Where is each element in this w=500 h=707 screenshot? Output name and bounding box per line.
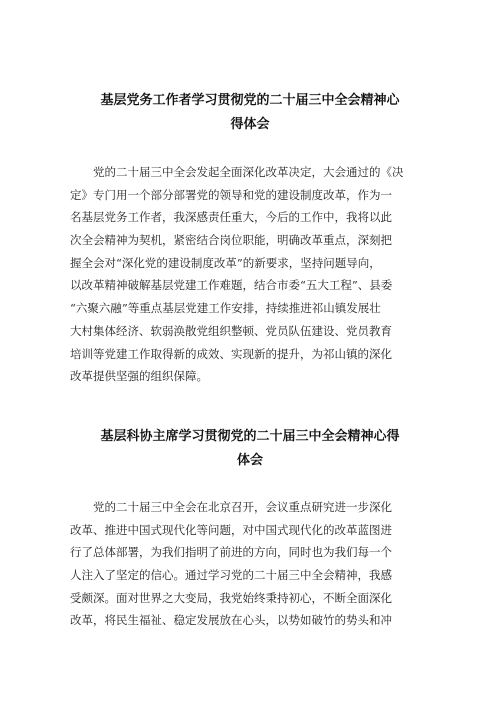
section-2-body-line: 行了总体部署，为我们指明了前进的方向，同时也为我们每一个 bbox=[70, 545, 392, 560]
section-1-title-line: 基层党务工作者学习贯彻党的二十届三中全会精神心 bbox=[100, 93, 400, 108]
section-1-body-line: 党的二十届三中全会发起全面深化改革决定，大会通过的《决 bbox=[93, 165, 404, 179]
section-1-body-line: 培训等党建工作取得新的成效、实现新的提升，为祁山镇的深化 bbox=[70, 346, 392, 361]
section-1-body-line: 改革提供坚强的组织保障。 bbox=[70, 369, 208, 384]
section-2-body-line: 改革，将民生福祉、稳定发展放在心头，以势如破竹的势头和冲 bbox=[70, 613, 392, 628]
section-1-title bbox=[70, 89, 430, 137]
section-1-body-line: 以改革精神破解基层党建工作难题，结合市委“五大工程”、县委 bbox=[70, 278, 393, 293]
section-1-body-line: 次全会精神为契机，紧密结合岗位职能，明确改革重点，深刻把 bbox=[70, 233, 392, 248]
section-1-body-line: “六聚六融”等重点基层党建工作安排，持续推进祁山镇发展壮 bbox=[70, 301, 381, 316]
section-2-title bbox=[70, 425, 430, 473]
section-2-body bbox=[70, 496, 440, 632]
section-2-title-line: 体会 bbox=[236, 453, 263, 468]
section-2-body-line: 改革、推进中国式现代化等问题，对中国式现代化的改革蓝图进 bbox=[70, 522, 392, 537]
section-1-body-line: 握全会对“深化党的建设制度改革”的新要求，坚持问题导向， bbox=[70, 255, 381, 270]
section-2-body-line: 党的二十届三中全会在北京召开，会议重点研究进一步深化 bbox=[93, 500, 392, 514]
section-2-title-line: 基层科协主席学习贯彻党的二十届三中全会精神心得 bbox=[100, 429, 400, 444]
section-1-body bbox=[70, 161, 440, 388]
section-1-body-line: 名基层党务工作者，我深感责任重大，今后的工作中，我将以此 bbox=[70, 210, 392, 225]
section-1-body-line: 定》专门用一个部分部署党的领导和党的建设制度改革，作为一 bbox=[70, 187, 392, 202]
section-1-body-line: 大村集体经济、软弱涣散党组织整顿、党员队伍建设、党员教育 bbox=[70, 323, 392, 338]
section-2-body-line: 受颇深。面对世界之大变局，我党始终秉持初心，不断全面深化 bbox=[70, 590, 392, 605]
section-1-title-line: 得体会 bbox=[230, 117, 270, 132]
section-2-body-line: 人注入了坚定的信心。通过学习党的二十届三中全会精神，我感 bbox=[70, 568, 392, 583]
